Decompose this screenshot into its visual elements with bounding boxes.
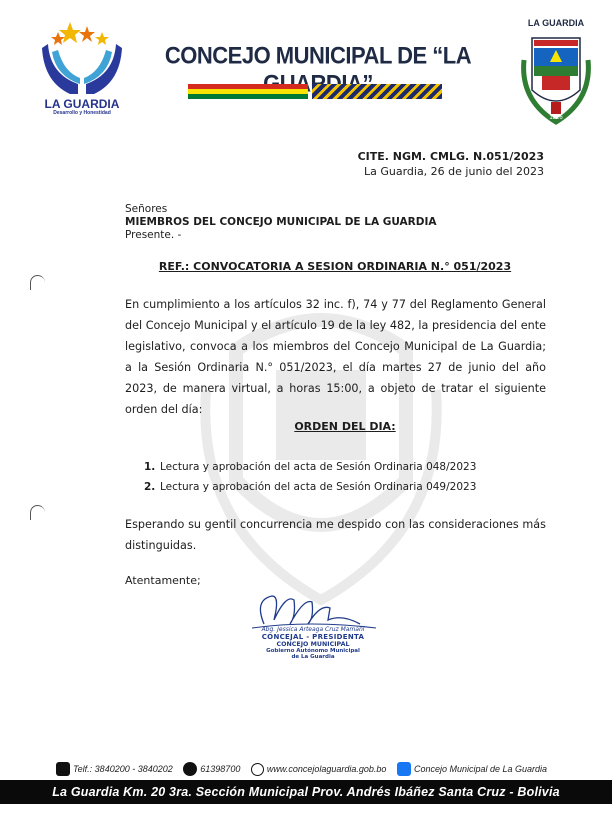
letter-date: La Guardia, 26 de junio del 2023 xyxy=(363,165,544,178)
address-bar: La Guardia Km. 20 3ra. Sección Municipal Prov. Andrés Ibáñez Santa Cruz - Bolivia xyxy=(0,780,612,804)
closing-paragraph: Esperando su gentil concurrencia me despido con las consideraciones más distinguidas. xyxy=(125,518,546,552)
signoff: Atentamente; xyxy=(125,574,201,587)
list-item: 2. Lectura y aprobación del acta de Sesión Ordinaria 049/2023 xyxy=(144,481,477,493)
cite-number: CITE. NGM. CMLG. N.051/2023 xyxy=(357,150,544,163)
margin-mark xyxy=(30,505,45,520)
margin-mark xyxy=(30,275,45,290)
website-link[interactable]: www.concejolaguardia.gob.bo xyxy=(251,763,387,776)
whatsapp-icon xyxy=(183,762,197,776)
stamp-place: de La Guardia xyxy=(291,654,335,660)
facebook-link[interactable]: Concejo Municipal de La Guardia xyxy=(397,762,547,776)
decorative-stripes xyxy=(312,84,442,99)
salutation: Señores xyxy=(125,203,168,215)
page-title: CONCEJO MUNICIPAL DE “LA xyxy=(164,41,472,69)
phone-contact: Telf.: 3840200 - 3840202 xyxy=(56,762,173,776)
facebook-icon xyxy=(397,762,411,776)
signer-name: Abg. Jessica Arteaga Cruz Mamani xyxy=(261,626,365,633)
logo-tagline: Desarrollo y Honestidad xyxy=(53,110,111,116)
body-paragraph: En cumplimiento a los artículos 32 inc. f), 74 y 77 del Reglamento General del Concejo Municipal y el artículo 19 de la ley 482, la presidencia del ente legislativo, convoca a los miembros del Concejo Municipal de La Guardia; a la Sesión Ordinaria N.° 051/2023, el día martes 27 de junio del año 2023, de manera virtual, a horas 15:00, a objeto de tratar el siguiente orden del día: xyxy=(125,298,546,416)
municipal-shield xyxy=(518,30,594,126)
signer-role: CONCEJAL - PRESIDENTA xyxy=(261,633,365,641)
signature-stamp xyxy=(248,626,378,660)
globe-icon xyxy=(251,763,264,776)
la-guardia-logo xyxy=(40,18,124,96)
shield-name: LA GUARDIA xyxy=(527,18,585,28)
reference-line: REF.: CONVOCATORIA A SESION ORDINARIA N.° 051/2023 xyxy=(158,260,512,273)
bolivia-flag xyxy=(188,84,308,99)
whatsapp-contact: 61398700 xyxy=(183,762,240,776)
stamp-org: CONCEJO MUNICIPAL xyxy=(276,641,350,648)
agenda-list xyxy=(144,457,476,497)
presente: Presente. - xyxy=(125,229,182,241)
recipient: MIEMBROS DEL CONCEJO MUNICIPAL DE LA GUARDIA xyxy=(125,216,437,228)
agenda-title: ORDEN DEL DIA: xyxy=(294,420,396,433)
contact-bar xyxy=(56,762,596,778)
phone-icon xyxy=(56,762,70,776)
stamp-gov: Gobierno Autónomo Municipal xyxy=(266,648,360,654)
cite-block xyxy=(358,149,544,179)
logo-name: LA GUARDIA xyxy=(44,97,120,111)
list-item: 1. Lectura y aprobación del acta de Sesión Ordinaria 048/2023 xyxy=(144,461,477,473)
shield-year: 1826 xyxy=(549,115,563,121)
recipient-block xyxy=(125,203,437,242)
